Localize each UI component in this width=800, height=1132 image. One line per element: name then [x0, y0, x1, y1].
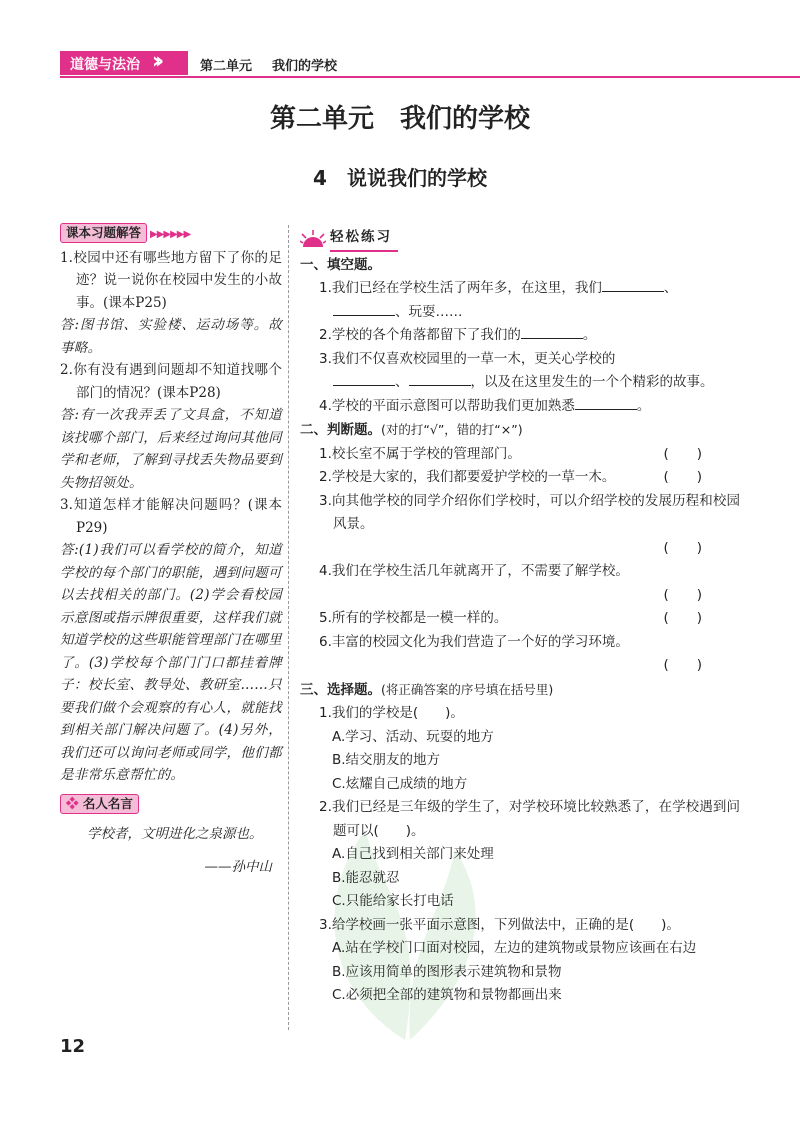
- header-unit: 第二单元: [200, 59, 253, 74]
- textbook-answer-1: 答:图书馆、实验楼、运动场等。故事略。: [60, 317, 282, 356]
- textbook-question-3: 3.知道怎样才能解决问题吗？(课本P29): [60, 497, 282, 536]
- answer-parens[interactable]: (): [663, 657, 730, 673]
- choice-option: B.能忍就忍: [332, 869, 400, 886]
- true-false-item-3: 3.向其他学校的同学介绍你们学校时，可以介绍学校的发展历程和校园风景。: [319, 492, 740, 532]
- arrow-icons: ▶▶▶▶▶▶: [150, 229, 191, 240]
- answer-blank[interactable]: [333, 371, 395, 386]
- answer-blank[interactable]: [409, 371, 471, 386]
- subject-label: 道德与法治: [70, 57, 140, 73]
- choice-question-3: 3.给学校画一张平面示意图，下列做法中，正确的是( )。: [319, 916, 680, 933]
- textbook-question-1: 1.校园中还有哪些地方留下了你的足迹？说一说你在校园中发生的小故事。(课本P25): [60, 249, 282, 311]
- answer-parens[interactable]: (): [663, 469, 730, 485]
- column-divider: [288, 225, 289, 1030]
- true-false-item-4: 4.我们在学校生活几年就离开了，不需要了解学校。: [319, 563, 629, 579]
- fill-blank-item-3: 3.我们不仅喜欢校园里的一草一木，更关心学校的 、 ，以及在这里发生的一个个精彩的故事。: [319, 350, 714, 390]
- fill-blank-heading: 一、填空题。: [300, 256, 381, 273]
- answer-blank[interactable]: [602, 277, 664, 292]
- famous-quote: 学校者，文明进化之泉源也。: [87, 826, 263, 842]
- choice-option: C.炫耀自己成绩的地方: [332, 775, 468, 792]
- choice-option: A.自己找到相关部门来处理: [332, 846, 494, 862]
- choice-question-2: 2.我们已经是三年级的学生了，对学校环境比较熟悉了，在学校遇到问题可以( )。: [319, 799, 740, 839]
- choice-option: A.站在学校门口面对校园，左边的建筑物或景物应该画在右边: [332, 940, 697, 956]
- header-unit-title: 我们的学校: [272, 59, 338, 74]
- fill-blank-item-4: 4.学校的平面示意图可以帮助我们更加熟悉 。: [300, 395, 740, 419]
- multiple-choice-heading: 三、选择题。(将正确答案的序号填在括号里): [300, 681, 554, 698]
- answer-blank[interactable]: [575, 395, 637, 410]
- unit-heading: 第二单元 我们的学校: [269, 104, 530, 134]
- choice-option: C.必须把全部的建筑物和景物都画出来: [332, 987, 562, 1003]
- sunrise-icon: [300, 230, 326, 248]
- true-false-item-5: 5.所有的学校都是一模一样的。 (): [300, 607, 740, 631]
- practice-header: [300, 226, 740, 252]
- answer-parens[interactable]: (): [663, 586, 730, 603]
- choice-option: C.只能给家长打电话: [332, 893, 454, 909]
- textbook-answers-tag: 课本习题解答: [60, 223, 147, 243]
- fill-blank-item-1: 1.我们已经在学校生活了两年多，在这里，我们 、 、玩耍……: [300, 277, 740, 324]
- quote-author: ——孙中山: [204, 858, 272, 875]
- textbook-answer-2: 答:有一次我弄丢了文具盒，不知道该找哪个部门，后来经过询问其他同学和老师，了解到寻找丢失物品要到失物招领处。: [60, 407, 282, 491]
- true-false-item-2: 2.学校是大家的，我们都要爱护学校的一草一木。 (): [300, 466, 740, 490]
- lesson-heading: 4 说说我们的学校: [313, 166, 487, 190]
- choice-option: A.学习、活动、玩耍的地方: [332, 728, 494, 745]
- answer-parens[interactable]: (): [663, 445, 730, 462]
- double-chevron-icon: ››: [152, 49, 159, 74]
- famous-quote-header: [60, 793, 282, 816]
- famous-quote-tag: [60, 794, 139, 814]
- practice-label: 轻松练习: [330, 226, 398, 252]
- answer-parens[interactable]: (): [663, 539, 730, 556]
- choice-option: B.应该用简单的图形表示建筑物和景物: [332, 963, 562, 980]
- true-false-heading: 二、判断题。(对的打“√”，错的打“×”): [300, 422, 523, 438]
- textbook-question-2: 2.你有没有遇到问题却不知道找哪个部门的情况？(课本P28): [60, 362, 282, 401]
- textbook-answers-column: [60, 222, 282, 878]
- choice-question-1: 1.我们的学校是( )。: [319, 705, 464, 721]
- true-false-item-6: 6.丰富的校园文化为我们营造了一个好的学习环境。: [319, 633, 629, 650]
- textbook-answers-header: [60, 222, 282, 247]
- fill-blank-item-2: 2.学校的各个角落都留下了我们的 。: [300, 324, 740, 348]
- textbook-answer-3: 答:(1)我们可以看学校的简介，知道学校的每个部门的职能，遇到问题可以去找相关的部门。(2)学会看校园示意图或指示牌很重要，这样我们就知道学校的这些职能管理部门在哪里了。(3)学校每个部门门口都挂着牌子：校长室、教导处、教研室……只要我们做个会观察的有心人，就能找到相关部门解决问题了。(4)另外，我们还可以询问老师或同学，他们都是非常乐意帮忙的。: [60, 542, 282, 783]
- exercise-column: [300, 226, 740, 1008]
- answer-parens[interactable]: (): [663, 610, 730, 626]
- true-false-item-1: 1.校长室不属于学校的管理部门。 (): [300, 443, 740, 467]
- book-icon: ❖: [66, 795, 79, 811]
- answer-blank[interactable]: [521, 324, 583, 339]
- famous-quote-label: 名人名言: [82, 795, 133, 811]
- choice-option: B.结交朋友的地方: [332, 752, 441, 768]
- page-number: 12: [60, 1036, 86, 1057]
- answer-blank[interactable]: [333, 301, 395, 316]
